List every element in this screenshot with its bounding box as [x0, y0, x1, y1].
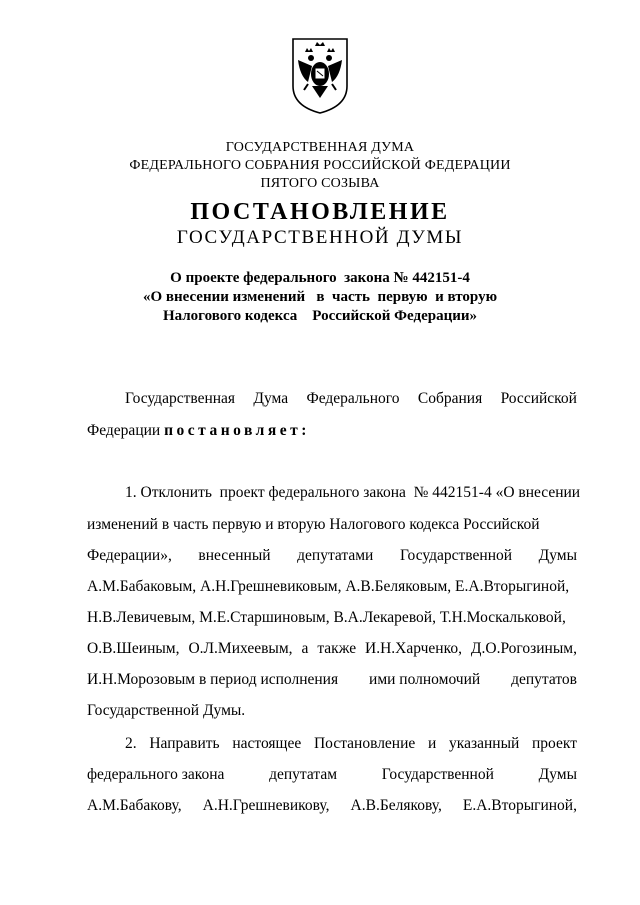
subject-block	[0, 269, 640, 326]
word: Государственной	[381, 766, 494, 783]
org-line-1: ГОСУДАРСТВЕННАЯ ДУМА	[225, 140, 415, 155]
word: Е.А.Вторыгиной,	[462, 797, 577, 814]
intro-word: Федерального	[306, 390, 400, 407]
decree-verb: постановляет:	[164, 422, 310, 439]
clause1-line-1: 1. Отклонить проект федерального закона № 442151-4 «О внесении	[125, 484, 581, 501]
word: Д.О.Рогозиным,	[470, 640, 577, 657]
word: внесенный	[198, 547, 271, 564]
intro-word: Государственная	[125, 390, 236, 407]
word: А.М.Бабакову,	[87, 797, 182, 814]
document-header	[0, 139, 640, 193]
clause2-line-2	[87, 766, 577, 784]
org-line-2: ФЕДЕРАЛЬНОГО СОБРАНИЯ РОССИЙСКОЙ ФЕДЕРАЦИИ	[129, 158, 511, 173]
word: И.Н.Харченко,	[365, 640, 462, 657]
org-line-3: ПЯТОГО СОЗЫВА	[260, 176, 380, 191]
word: депутатов	[511, 671, 577, 688]
intro-word: Собрания	[417, 390, 483, 407]
doc-type-title: ПОСТАНОВЛЕНИЕ	[190, 199, 450, 225]
word: Федерации»,	[87, 547, 172, 564]
intro-word: Дума	[253, 390, 289, 407]
intro-word: Российской	[500, 390, 577, 407]
word: проект	[532, 735, 577, 752]
document-title	[0, 198, 640, 250]
word: Думы	[538, 766, 577, 783]
word: А.Н.Грешневикову,	[202, 797, 330, 814]
word: Государственной	[399, 547, 513, 564]
word: О.Л.Михеевым,	[188, 640, 293, 657]
subject-line-3: Налогового кодекса Российской Федерации»	[162, 308, 478, 324]
clause1-line-3	[87, 547, 577, 565]
doc-subtitle: ГОСУДАРСТВЕННОЙ ДУМЫ	[176, 227, 464, 248]
word: настоящее	[232, 735, 302, 752]
word: а	[301, 640, 309, 657]
word: также	[317, 640, 357, 657]
clause1-line-5: Н.В.Левичевым, М.Е.Старшиновым, В.А.Лекаревой, Т.Н.Москальковой,	[87, 609, 566, 626]
subject-line-2: «О внесении изменений в часть первую и вторую	[142, 289, 498, 305]
clause2-line-1	[87, 735, 577, 753]
word: И.Н.Морозовым в период исполнения	[87, 671, 339, 688]
word: 2.	[125, 735, 137, 752]
word: А.В.Белякову,	[350, 797, 442, 814]
word: Думы	[538, 547, 577, 564]
word: Постановление	[313, 735, 416, 752]
subject-line-1: О проекте федерального закона № 442151-4	[170, 270, 470, 286]
clause1-line-6	[87, 640, 577, 658]
word: федерального закона	[87, 766, 225, 783]
clause2-line-3	[87, 797, 577, 815]
clause1-line-7	[87, 671, 577, 689]
word: указанный	[449, 735, 520, 752]
word: депутатами	[297, 547, 374, 564]
word: Направить	[149, 735, 220, 752]
word: депутатам	[269, 766, 338, 783]
intro-line-1	[87, 390, 577, 408]
clause1-line-2: изменений в часть первую и вторую Налогового кодекса Российской	[87, 516, 540, 533]
word: О.В.Шеиным,	[87, 640, 180, 657]
intro-word: Федерации	[87, 422, 161, 439]
word: и	[428, 735, 437, 752]
coat-of-arms-emblem	[290, 36, 350, 116]
word: ими полномочий	[369, 671, 481, 688]
clause1-line-8: Государственной Думы.	[87, 702, 246, 719]
intro-line-2	[87, 422, 577, 440]
clause1-line-4: А.М.Бабаковым, А.Н.Грешневиковым, А.В.Беляковым, Е.А.Вторыгиной,	[87, 578, 570, 595]
